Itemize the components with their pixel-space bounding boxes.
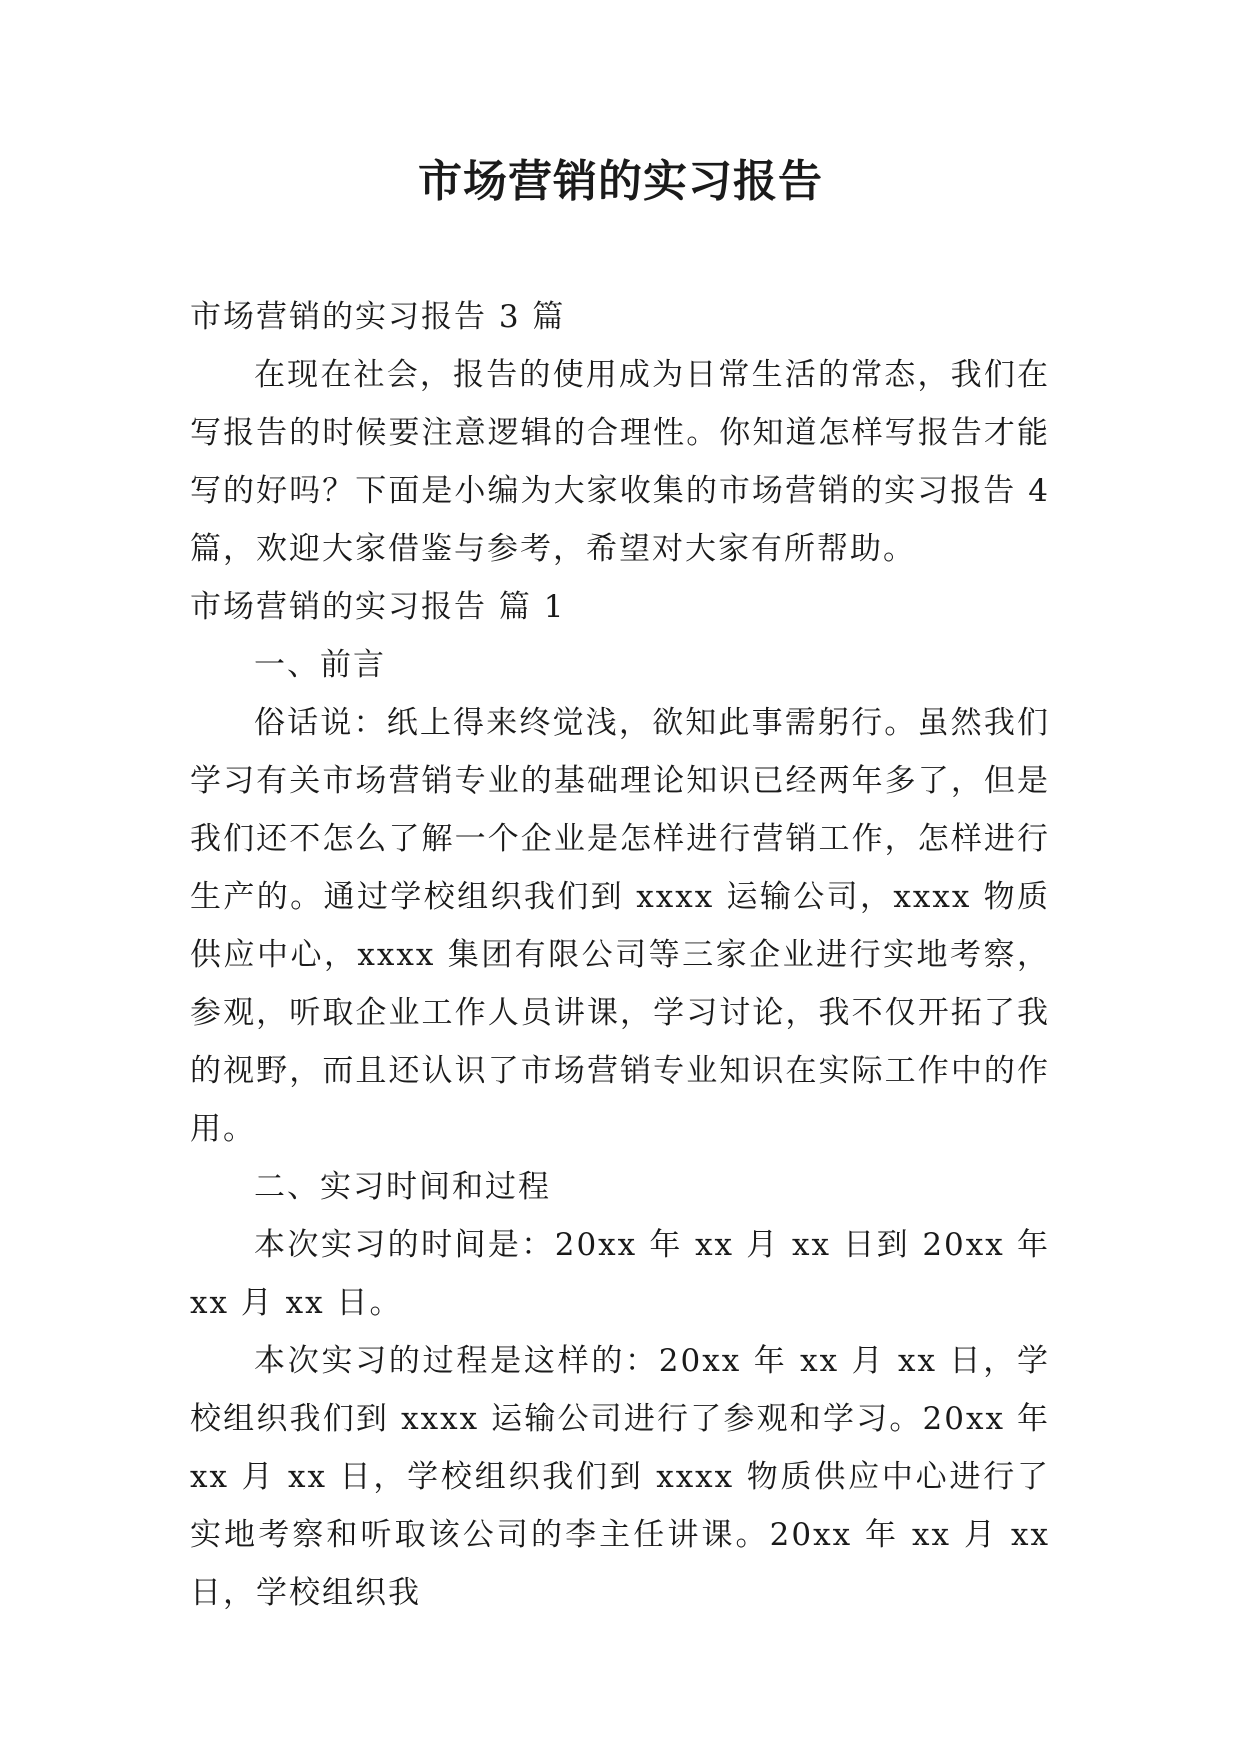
document-body bbox=[190, 288, 1050, 1622]
section2-process-paragraph: 本次实习的过程是这样的：20xx 年 xx 月 xx 日，学校组织我们到 xxxx 运输公司进行了参观和学习。20xx 年 xx 月 xx 日，学校组织我们到 xxxx 物质供应中心进行了实地考察和听取该公司的李主任讲课。20xx 年 xx 月 xx 日，学校组织我 bbox=[190, 1343, 1050, 1611]
part1-heading: 市场营销的实习报告 篇 1 bbox=[190, 589, 566, 625]
document-title: 市场营销的实习报告 bbox=[418, 156, 823, 207]
section2-time-paragraph: 本次实习的时间是：20xx 年 xx 月 xx 日到 20xx 年 xx 月 xx 日。 bbox=[190, 1227, 1050, 1321]
document-subtitle: 市场营销的实习报告 3 篇 bbox=[190, 299, 566, 335]
section1-heading: 一、前言 bbox=[254, 647, 386, 683]
section1-paragraph: 俗话说：纸上得来终觉浅，欲知此事需躬行。虽然我们学习有关市场营销专业的基础理论知识已经两年多了，但是我们还不怎么了解一个企业是怎样进行营销工作，怎样进行生产的。通过学校组织我们到 xxxx 运输公司，xxxx 物质供应中心，xxxx 集团有限公司等三家企业进行实地考察，参观，听取企业工作人员讲课，学习讨论，我不仅开拓了我的视野，而且还认识了市场营销专业知识在实际工作中的作用。 bbox=[190, 705, 1050, 1147]
section2-heading: 二、实习时间和过程 bbox=[254, 1169, 551, 1205]
intro-paragraph: 在现在社会，报告的使用成为日常生活的常态，我们在写报告的时候要注意逻辑的合理性。你知道怎样写报告才能写的好吗？下面是小编为大家收集的市场营销的实习报告 4 篇，欢迎大家借鉴与参考，希望对大家有所帮助。 bbox=[190, 357, 1050, 567]
